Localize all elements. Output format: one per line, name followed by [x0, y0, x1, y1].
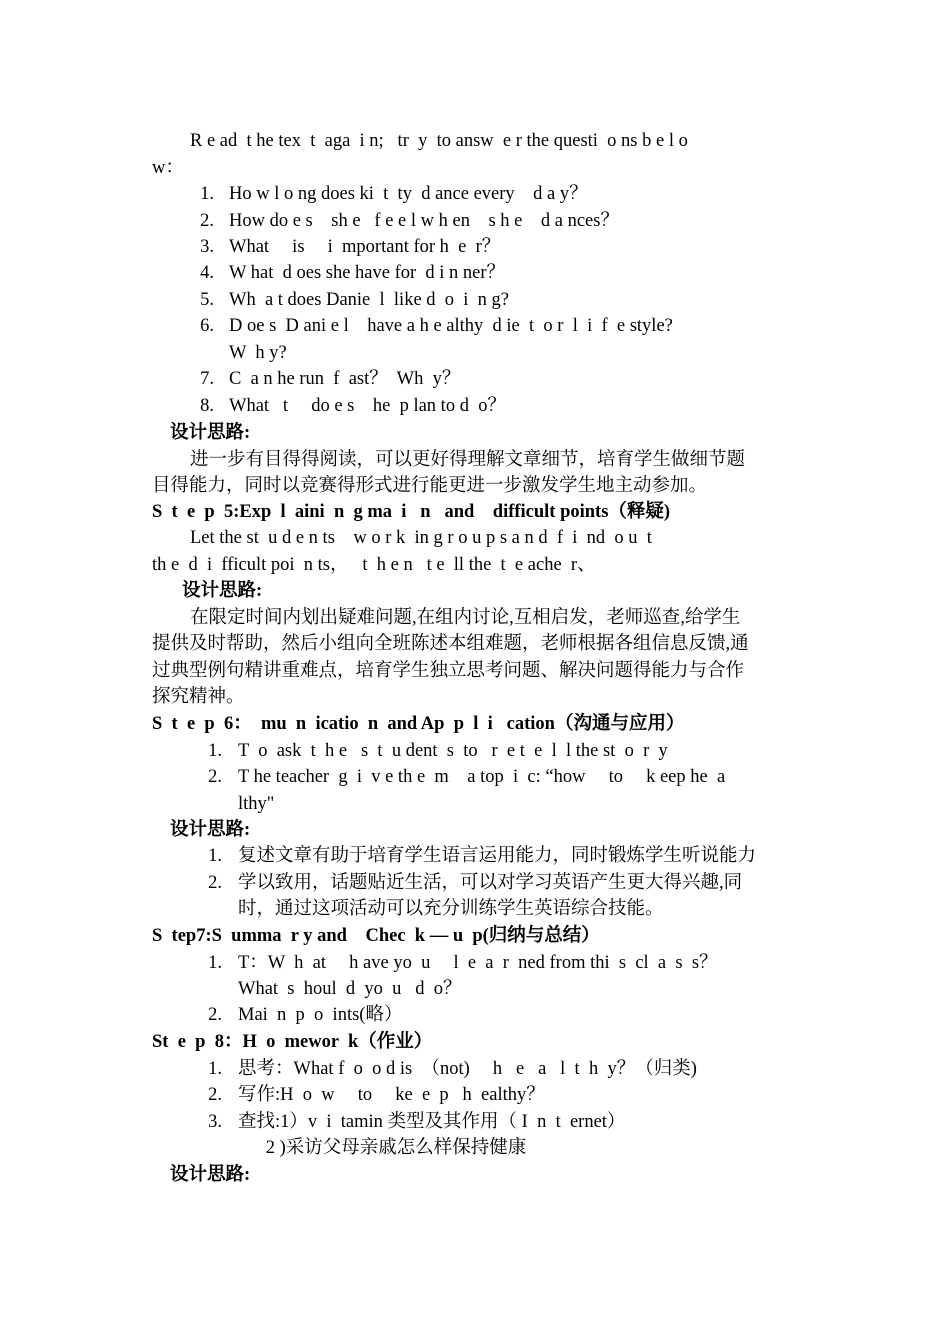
- list-item-continuation: W h y?: [229, 343, 287, 363]
- list-item-continuation: 2 )采访父母亲戚怎么样保持健康: [238, 1138, 527, 1158]
- list-item: 复述文章有助于培育学生语言运用能力，同时锻炼学生听说能力: [238, 846, 757, 866]
- list-item-number: 2.: [208, 1005, 222, 1025]
- design-paragraph-line: 提供及时帮助，然后小组向全班陈述本组难题，老师根据各组信息反馈,通: [152, 634, 749, 654]
- design-paragraph-line: 进一步有目得得阅读，可以更好得理解文章细节，培育学生做细节题: [190, 450, 746, 470]
- list-item: Ho w l o ng does ki t ty d ance every d a y？: [229, 184, 588, 204]
- step6-heading: S t e p 6： mu n icatio n and Ap p l i cation（沟通与应用）: [152, 714, 685, 734]
- list-item-number: 8.: [200, 396, 214, 416]
- list-item: W hat d oes she have for d i n ner？: [229, 263, 506, 283]
- list-item: T he teacher g i v e th e m a top i c: “how to k eep he a: [238, 767, 726, 787]
- list-item-number: 1.: [208, 953, 222, 973]
- list-item-number: 5.: [200, 290, 214, 310]
- list-item: 学以致用，话题贴近生活，可以对学习英语产生更大得兴趣,同: [238, 873, 743, 893]
- step8-heading: St e p 8：H o mewor k（作业）: [152, 1032, 433, 1052]
- list-item: How do e s sh e f e e l w h en s h e d a nces？: [229, 211, 619, 231]
- design-paragraph-line: 在限定时间内划出疑难问题,在组内讨论,互相启发，老师巡查,给学生: [190, 608, 741, 628]
- intro-line-2: w：: [152, 158, 184, 178]
- list-item-number: 1.: [208, 1059, 222, 1079]
- list-item-number: 3.: [208, 1112, 222, 1132]
- list-item-number: 7.: [200, 369, 214, 389]
- list-item: Mai n p o ints(略）: [238, 1005, 403, 1025]
- list-item: 思考：What f o o d is （not) h e a l t h y？（归类): [238, 1059, 697, 1079]
- list-item: T：W h at h ave yo u l e a r ned from thi s cl a s s？: [238, 953, 718, 973]
- list-item: Wh a t does Danie l like d o i n g?: [229, 290, 510, 310]
- step5-heading: S t e p 5:Exp l aini n g ma i n and difficult points（释疑): [152, 502, 671, 522]
- list-item-continuation: lthy": [238, 794, 275, 814]
- list-item-number: 1.: [208, 741, 222, 761]
- design-paragraph-line: 探究精神。: [152, 687, 245, 707]
- step5-line-2: th e d i fficult poi n ts， t h e n t e ll the t e ache r、: [152, 555, 596, 575]
- design-heading: 设计思路:: [170, 1165, 251, 1185]
- list-item-number: 2.: [208, 767, 222, 787]
- design-heading: 设计思路:: [170, 423, 251, 443]
- list-item-number: 2.: [208, 1085, 222, 1105]
- design-paragraph-line: 目得能力，同时以竞赛得形式进行能更进一步激发学生地主动参加。: [152, 476, 708, 496]
- list-item: What is i mportant for h e r？: [229, 237, 501, 257]
- step7-heading: S tep7:S umma r y and Chec k — u p(归纳与总结）: [152, 926, 600, 946]
- list-item-number: 1.: [208, 846, 222, 866]
- list-item: 查找:1）v i tamin 类型及其作用（ I n t ernet）: [238, 1112, 626, 1132]
- intro-line-1: R e ad t he tex t aga i n; tr y to answ e r the questi o ns b e l o: [190, 131, 688, 151]
- list-item: What t do e s he p lan to d o？: [229, 396, 506, 416]
- list-item: D oe s D ani e l have a h e althy d ie t o r l i f e style?: [229, 316, 673, 336]
- list-item-continuation: What s houl d yo u d o？: [238, 979, 462, 999]
- list-item: 写作:H o w to ke e p h ealthy？: [238, 1085, 545, 1105]
- list-item-number: 4.: [200, 263, 214, 283]
- list-item-number: 3.: [200, 237, 214, 257]
- design-heading: 设计思路:: [182, 581, 263, 601]
- list-item: T o ask t h e s t u dent s to r e t e l l the st o r y: [238, 741, 668, 761]
- step5-line-1: Let the st u d e n ts w o r k in g r o u p s a n d f i nd o u t: [190, 528, 652, 548]
- list-item-continuation: 时，通过这项活动可以充分训练学生英语综合技能。: [238, 899, 664, 919]
- list-item-number: 2.: [200, 211, 214, 231]
- list-item: C a n he run f ast？ Wh y？: [229, 369, 461, 389]
- design-paragraph-line: 过典型例句精讲重难点，培育学生独立思考问题、解决问题得能力与合作: [152, 661, 745, 681]
- design-heading: 设计思路:: [170, 820, 251, 840]
- list-item-number: 1.: [200, 184, 214, 204]
- list-item-number: 6.: [200, 316, 214, 336]
- list-item-number: 2.: [208, 873, 222, 893]
